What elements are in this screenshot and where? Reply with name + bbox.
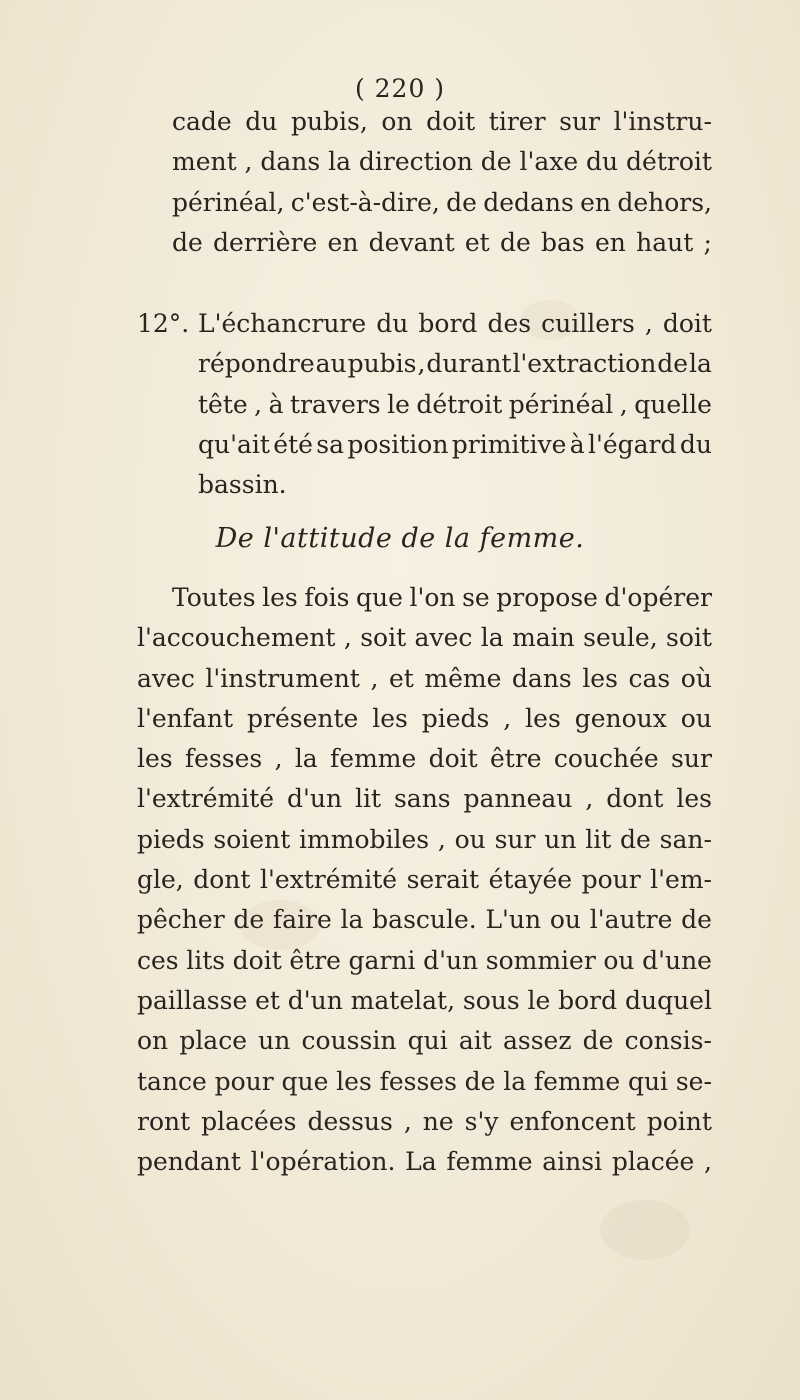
- word: dont: [193, 865, 251, 895]
- word: ces: [137, 945, 179, 975]
- word: placées: [201, 1106, 297, 1136]
- word: étayée: [488, 865, 573, 895]
- word: que: [356, 583, 403, 612]
- word: pubis,: [290, 107, 368, 136]
- item-12-text: [198, 304, 712, 505]
- word: l'enfant: [137, 703, 234, 733]
- text-line: [137, 1142, 712, 1182]
- word: quelle: [634, 389, 712, 419]
- word: ,: [619, 389, 628, 419]
- word: tance: [137, 1066, 207, 1096]
- word: pieds: [137, 824, 205, 854]
- word: en: [595, 227, 626, 257]
- text-line: [198, 304, 712, 344]
- word: de: [499, 227, 531, 257]
- text-line: [137, 1102, 712, 1142]
- word: un: [544, 824, 577, 854]
- word: ou: [549, 905, 582, 935]
- word: L'un: [485, 905, 542, 935]
- word: direction: [358, 147, 473, 177]
- word: on: [137, 1026, 169, 1056]
- word: l'égard: [587, 429, 677, 459]
- word: du: [586, 147, 619, 177]
- word: que: [281, 1066, 329, 1096]
- word: les: [525, 703, 561, 733]
- word: où: [680, 663, 712, 693]
- text-line: [172, 223, 712, 263]
- word: main: [512, 623, 575, 653]
- word: ,: [644, 309, 653, 338]
- text-line: [172, 102, 712, 142]
- word: fois: [304, 583, 350, 612]
- word: ,: [437, 824, 446, 854]
- word: en: [327, 227, 359, 257]
- word: la: [328, 147, 352, 177]
- word: qui: [627, 1066, 669, 1096]
- word: derrière: [213, 227, 318, 257]
- word: le: [527, 985, 551, 1015]
- word: ou: [603, 945, 635, 975]
- word: duquel: [624, 985, 712, 1015]
- text-line: [137, 1062, 712, 1102]
- word: ,: [244, 147, 253, 177]
- word: de: [464, 1066, 496, 1096]
- word: les: [137, 744, 173, 774]
- word: sur: [559, 107, 600, 136]
- word: en: [580, 187, 612, 217]
- word: de: [582, 1026, 614, 1056]
- text-line: [137, 860, 712, 900]
- word: pieds: [421, 703, 490, 733]
- word: lits: [186, 945, 226, 975]
- word: cade: [172, 107, 232, 136]
- word: être: [289, 945, 341, 975]
- word: et: [255, 985, 280, 1015]
- word: genoux: [574, 703, 667, 733]
- word: fesses: [184, 744, 263, 774]
- word: les: [582, 663, 618, 693]
- word: ait: [458, 1026, 492, 1056]
- word: de: [620, 824, 651, 854]
- word: répondre: [198, 349, 315, 379]
- word: d'une: [642, 945, 712, 975]
- word: l'em-: [650, 865, 712, 895]
- word: se-: [675, 1066, 712, 1096]
- text-line: [137, 699, 712, 739]
- word: été: [273, 429, 313, 459]
- word: s'y: [464, 1106, 499, 1136]
- word: seule,: [583, 623, 658, 653]
- word: des: [487, 309, 532, 338]
- word: devant: [368, 227, 455, 257]
- word: sur: [671, 744, 712, 774]
- text-line: [137, 941, 712, 981]
- word: et: [464, 227, 490, 257]
- word: se: [462, 583, 490, 612]
- word: sa: [316, 429, 344, 459]
- word: garni: [348, 945, 416, 975]
- word: ,: [370, 663, 379, 693]
- word: périnéal: [508, 389, 614, 419]
- word: doit: [428, 744, 478, 774]
- word: du: [245, 107, 278, 136]
- word: femme: [330, 744, 417, 774]
- word: la: [689, 349, 712, 379]
- word: de: [657, 349, 689, 379]
- word: La: [405, 1147, 437, 1177]
- word: même: [424, 663, 502, 693]
- word: ront: [137, 1106, 191, 1136]
- text-line: [137, 820, 712, 860]
- word: dans: [260, 147, 321, 177]
- word: enfoncent: [509, 1106, 636, 1136]
- text-line: [137, 578, 712, 618]
- word: et: [388, 663, 414, 693]
- word: ainsi: [542, 1147, 603, 1177]
- word: l'accouchement: [137, 623, 336, 653]
- word: d'un: [287, 784, 343, 814]
- word: ,: [403, 1106, 412, 1136]
- word: la: [480, 623, 504, 653]
- word: au: [315, 349, 347, 379]
- word: à: [569, 429, 585, 459]
- word: l'opération.: [250, 1147, 396, 1177]
- text-line: [198, 344, 712, 384]
- word: ,: [274, 744, 283, 774]
- word: ,: [503, 703, 512, 733]
- word: femme: [446, 1147, 533, 1177]
- word: un: [258, 1026, 291, 1056]
- word: soit: [666, 623, 712, 653]
- word: les: [372, 703, 408, 733]
- word: avec: [414, 623, 473, 653]
- word: tête: [198, 389, 248, 419]
- word: du: [679, 429, 712, 459]
- word: bas: [541, 227, 585, 257]
- word: faire: [272, 905, 332, 935]
- word: tirer: [488, 107, 546, 136]
- word: couchée: [553, 744, 659, 774]
- word: avec: [137, 663, 195, 693]
- word: être: [489, 744, 542, 774]
- word: d'un: [423, 945, 479, 975]
- word: sur: [494, 824, 536, 854]
- word: d'un: [287, 985, 343, 1015]
- word: bord: [418, 309, 478, 338]
- word: propose: [496, 583, 598, 612]
- word: les: [676, 784, 712, 814]
- word: les: [336, 1066, 372, 1096]
- word: gle,: [137, 865, 184, 895]
- word: ne: [422, 1106, 454, 1136]
- word: dedans: [483, 187, 574, 217]
- word: coussin: [301, 1026, 397, 1056]
- word: panneau: [463, 784, 573, 814]
- word: l'instrument: [205, 663, 360, 693]
- word: cas: [628, 663, 671, 693]
- word: pubis: [347, 349, 417, 379]
- word: bascule.: [372, 905, 477, 935]
- text-line: [198, 425, 712, 465]
- text-line: [137, 779, 712, 819]
- word: place: [179, 1026, 248, 1056]
- word: sous: [462, 985, 520, 1015]
- word: serait: [406, 865, 480, 895]
- word: placée: [611, 1147, 695, 1177]
- word: doit: [232, 945, 282, 975]
- text-line: [137, 981, 712, 1021]
- word: sommier: [485, 945, 596, 975]
- word: ment: [172, 147, 237, 177]
- word: position: [347, 429, 449, 459]
- word: fesses: [379, 1066, 457, 1096]
- text-line: [172, 142, 712, 182]
- word: on: [381, 107, 413, 136]
- word: ,: [343, 623, 352, 653]
- word: haut: [636, 227, 694, 257]
- text-line: [137, 1021, 712, 1061]
- paper-stain: [600, 1200, 690, 1260]
- word: L'échancrure: [198, 309, 367, 338]
- word: femme: [533, 1066, 621, 1096]
- word: bassin.: [198, 470, 287, 500]
- word: de: [681, 905, 712, 935]
- word: de: [446, 187, 477, 217]
- word: détroit: [626, 147, 712, 177]
- word: primitive: [451, 429, 567, 459]
- word: l'axe: [519, 147, 579, 177]
- word: ou: [680, 703, 712, 733]
- text-line: [198, 385, 712, 425]
- word: de: [172, 227, 203, 257]
- word: d'opérer: [604, 583, 712, 612]
- word: matelat,: [350, 985, 456, 1015]
- word: sans: [393, 784, 451, 814]
- word: c'est-à-dire,: [290, 187, 440, 217]
- word: pour: [581, 865, 641, 895]
- word: l'extrémité: [137, 784, 275, 814]
- word: ,: [585, 784, 594, 814]
- word: le: [387, 389, 410, 419]
- word: immobiles: [299, 824, 430, 854]
- word: présente: [246, 703, 359, 733]
- word: périnéal,: [172, 187, 285, 217]
- section-heading: De l'attitude de la femme.: [215, 523, 585, 554]
- word: ,: [254, 389, 263, 419]
- word: consis-: [624, 1026, 712, 1056]
- word: san-: [659, 824, 712, 854]
- word: doit: [426, 107, 476, 136]
- word: l'instru-: [613, 107, 712, 136]
- word: du: [376, 309, 409, 338]
- item-number: 12°.: [137, 309, 190, 338]
- page-number: ( 220 ): [354, 74, 446, 103]
- word: travers: [290, 389, 381, 419]
- word: l'extrémité: [259, 865, 398, 895]
- word: lit: [355, 784, 382, 814]
- word: cuillers: [541, 309, 635, 338]
- text-line: [137, 618, 712, 658]
- word: ,: [704, 1147, 712, 1177]
- word: la: [294, 744, 318, 774]
- word: ;: [703, 227, 712, 257]
- word: de: [480, 147, 512, 177]
- word: pour: [214, 1066, 274, 1096]
- text-line: [137, 739, 712, 779]
- word: dehors,: [617, 187, 712, 217]
- word: détroit: [416, 389, 503, 419]
- word: soient: [213, 824, 291, 854]
- paragraph-attitude: [137, 578, 712, 1182]
- word: l'on: [409, 583, 456, 612]
- word: l'autre: [589, 905, 673, 935]
- word: bord: [558, 985, 618, 1015]
- word: la: [340, 905, 364, 935]
- paragraph-continuation: [172, 102, 712, 263]
- word: ,: [417, 349, 426, 379]
- word: doit: [662, 309, 712, 338]
- word: durant: [426, 349, 512, 379]
- word: pêcher: [137, 905, 225, 935]
- word: soit: [360, 623, 407, 653]
- word: Toutes: [172, 583, 256, 612]
- word: l'extraction: [512, 349, 657, 379]
- word: dont: [606, 784, 664, 814]
- word: à: [268, 389, 284, 419]
- word: dans: [511, 663, 572, 693]
- word: la: [503, 1066, 527, 1096]
- word: pendant: [137, 1147, 241, 1177]
- text-line: [198, 465, 712, 505]
- word: qui: [407, 1026, 448, 1056]
- text-line: [172, 183, 712, 223]
- word: de: [233, 905, 265, 935]
- word: point: [646, 1106, 712, 1136]
- text-line: [137, 659, 712, 699]
- word: ou: [454, 824, 486, 854]
- word: qu'ait: [198, 429, 270, 459]
- word: paillasse: [137, 985, 248, 1015]
- word: dessus: [307, 1106, 393, 1136]
- word: lit: [585, 824, 612, 854]
- word: les: [262, 583, 298, 612]
- word: assez: [502, 1026, 572, 1056]
- text-line: [137, 900, 712, 940]
